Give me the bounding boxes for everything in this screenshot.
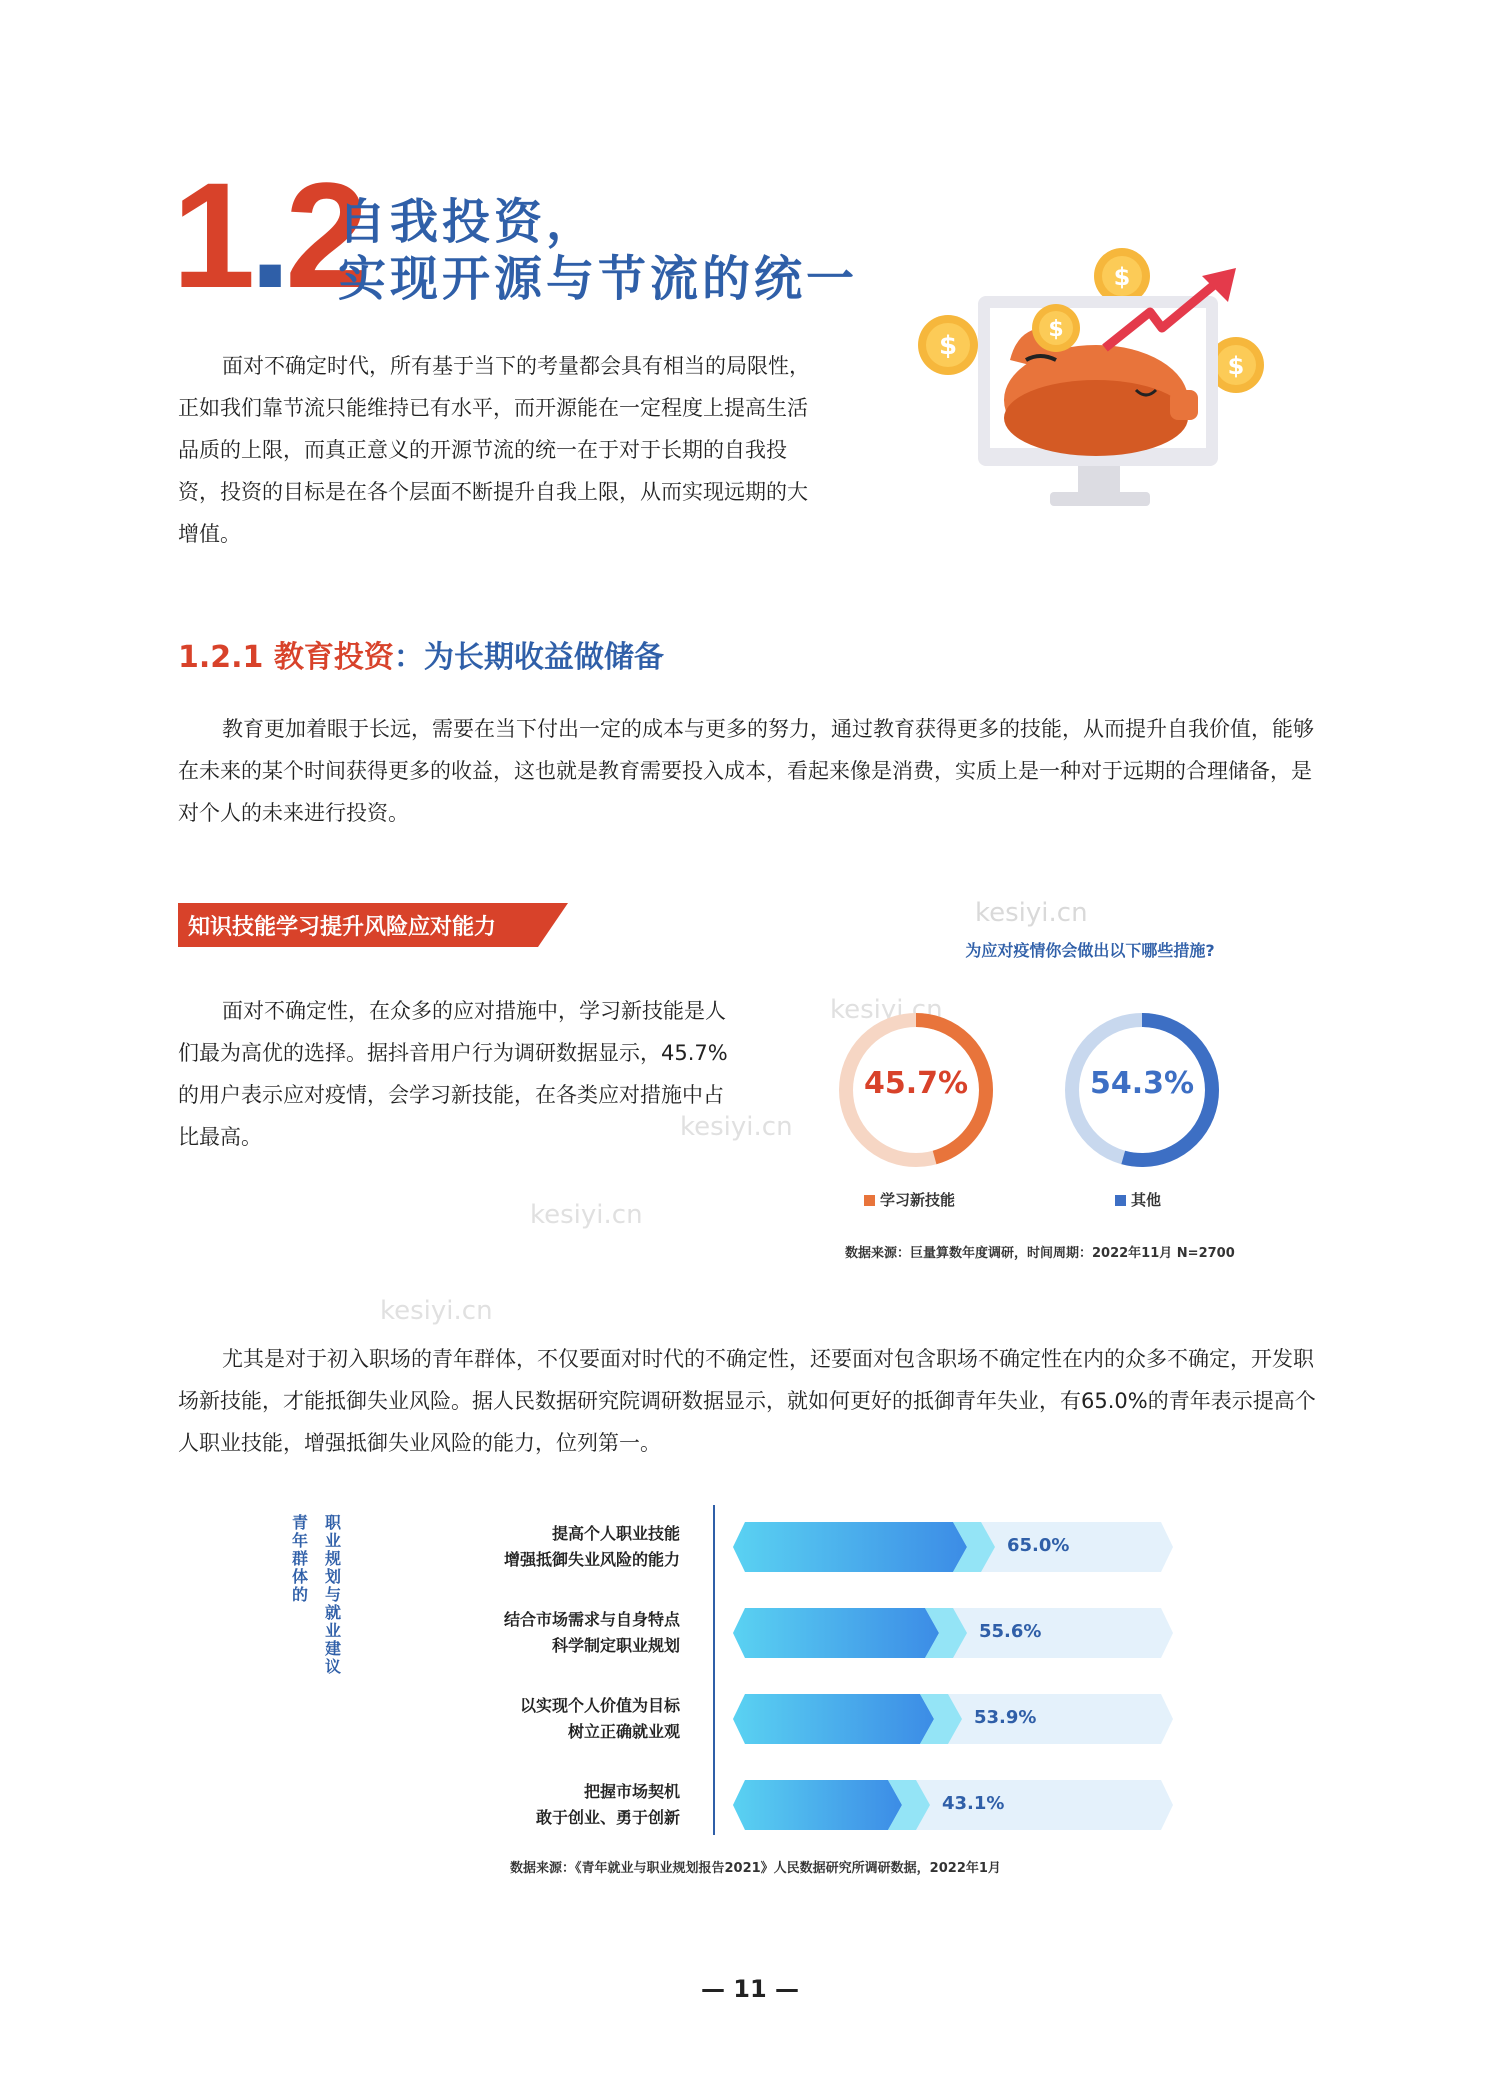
donut-chart-source: 数据来源：巨量算数年度调研，时间周期：2022年11月 N=2700 <box>845 1246 1235 1261</box>
bar-chart-title-col1: 青年群体的 <box>291 1513 308 1604</box>
intro-paragraph: 面对不确定时代，所有基于当下的考量都会具有相当的局限性，正如我们靠节流只能维持已有水平，而开源能在一定程度上提高生活品质的上限，而真正意义的开源节流的统一在于对于长期的自我投资，投资的目标是在各个层面不断提升自我上限，从而实现远期的大增值。 <box>178 354 810 546</box>
bar-chart-axis <box>713 1505 715 1835</box>
page-number: — 11 — <box>700 1975 800 2003</box>
donut-value-learn-skill: 45.7% <box>863 1066 969 1101</box>
bar-fill <box>733 1694 934 1744</box>
bar-category-label: 把握市场契机 敢于创业、勇于创新 <box>535 1782 680 1827</box>
coin-icon <box>1094 248 1150 304</box>
bar-fill <box>733 1608 939 1658</box>
coin-icon <box>1032 304 1080 352</box>
bar-fill <box>733 1522 967 1572</box>
legend-learn-skill: 学习新技能 <box>864 1189 955 1210</box>
page-title-line1: 自我投资， <box>338 194 599 250</box>
svg-text:$: $ <box>938 331 958 361</box>
subsection-title-main: 教育投资 <box>273 640 394 675</box>
subsection-number: 1.2.1 <box>178 640 264 675</box>
donut-other <box>1062 1010 1222 1170</box>
section-number: 1.2 <box>172 151 363 319</box>
bar-chart-source: 数据来源：《青年就业与职业规划报告2021》人民数据研究所调研数据，2022年1月 <box>510 1861 1001 1876</box>
bar-value-label: 55.6% <box>979 1621 1042 1642</box>
svg-text:$: $ <box>1227 352 1245 380</box>
watermark: kesiyi.cn <box>830 995 943 1025</box>
coin-icon <box>918 315 978 375</box>
legend-other: 其他 <box>1115 1189 1161 1210</box>
donut-value-other: 54.3% <box>1089 1066 1195 1101</box>
bar-chart-title-col2: 职业规划与就业建议 <box>324 1513 341 1676</box>
bar-mark <box>733 1694 1173 1744</box>
bar-mark <box>733 1608 1173 1658</box>
bar-category-label: 提高个人职业技能 增强抵御失业风险的能力 <box>503 1524 680 1569</box>
bar-mark <box>733 1522 1173 1572</box>
bar-category-label: 以实现个人价值为目标 树立正确就业观 <box>519 1696 680 1741</box>
watermark: kesiyi.cn <box>380 1296 493 1326</box>
youth-paragraph: 尤其是对于初入职场的青年群体，不仅要面对时代的不确定性，还要面对包含职场不确定性在内的众多不确定，开发职场新技能，才能抵御失业风险。据人民数据研究院调研数据显示，就如何更好的抵御青年失业，有65.0%的青年表示提高个人职业技能，增强抵御失业风险的能力，位列第一。 <box>178 1347 1316 1455</box>
skill-paragraph: 面对不确定性，在众多的应对措施中，学习新技能是人们最为高优的选择。据抖音用户行为调研数据显示，45.7%的用户表示应对疫情，会学习新技能，在各类应对措施中占比最高。 <box>178 999 728 1149</box>
watermark: kesiyi.cn <box>530 1200 643 1230</box>
subsection-heading <box>178 632 664 676</box>
bar-category-label: 结合市场需求与自身特点 科学制定职业规划 <box>503 1610 680 1655</box>
piggy-bank-monitor-illustration <box>900 240 1280 520</box>
page-title-line2: 实现开源与节流的统一 <box>338 251 859 307</box>
svg-text:$: $ <box>1113 263 1131 291</box>
watermark: kesiyi.cn <box>680 1112 793 1142</box>
bar-value-label: 53.9% <box>974 1707 1037 1728</box>
bar-value-label: 43.1% <box>942 1793 1005 1814</box>
subsection-title-rest: ：为长期收益做储备 <box>393 640 664 675</box>
donut-learn-skill <box>836 1010 996 1170</box>
donut-chart-title: 为应对疫情你会做出以下哪些措施? <box>965 941 1215 960</box>
banner-text: 知识技能学习提升风险应对能力 <box>188 915 497 940</box>
bar-fill <box>733 1780 902 1830</box>
watermark: kesiyi.cn <box>975 898 1088 928</box>
bar-value-label: 65.0% <box>1007 1535 1070 1556</box>
education-paragraph: 教育更加着眼于长远，需要在当下付出一定的成本与更多的努力，通过教育获得更多的技能，从而提升自我价值，能够在未来的某个时间获得更多的收益，这也就是教育需要投入成本，看起来像是消费，实质上是一种对于远期的合理储备，是对个人的未来进行投资。 <box>178 717 1314 825</box>
svg-text:$: $ <box>1048 317 1064 342</box>
